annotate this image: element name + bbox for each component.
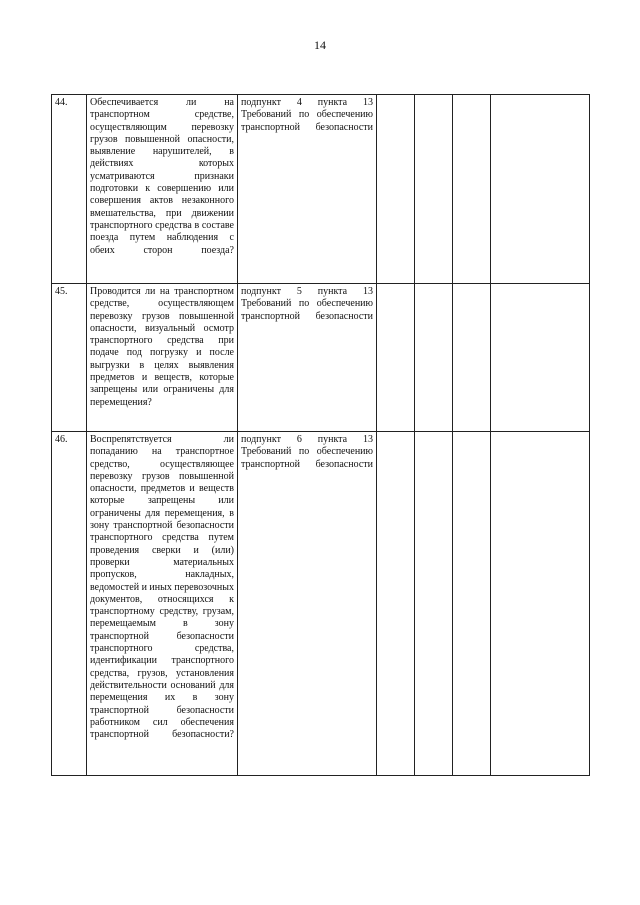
question-cell: Обеспечивается ли на транспортном средстве, осуществляющим перевозку грузов повышенной опасности, выявление нарушителей, в действиях которых усматриваются признаки подготовки к совершению или совершения актов незаконного вмешательства, при движении транспортного средства в составе поезда путем наблюдения с обеих сторон поезда? (87, 95, 238, 284)
table-row (52, 284, 590, 432)
question-cell: Проводится ли на транспортном средстве, осуществляющем перевозку грузов повышенной опасности, визуальный осмотр транспортного средства при подаче под погрузку и после выгрузки в целях выявления предметов и веществ, которые запрещены или ограничены для перемещения? (87, 284, 238, 432)
requirement-reference-cell: подпункт 4 пункта 13 Требований по обеспечению транспортной безопасности (238, 95, 377, 284)
requirement-reference-cell: подпункт 6 пункта 13 Требований по обеспечению транспортной безопасности (238, 432, 377, 776)
answer-cell (415, 284, 453, 432)
table-row (52, 432, 590, 776)
answer-cell (453, 95, 491, 284)
row-number: 45. (52, 284, 87, 432)
answer-cell (377, 95, 415, 284)
requirement-reference-cell: подпункт 5 пункта 13 Требований по обеспечению транспортной безопасности (238, 284, 377, 432)
answer-cell (491, 432, 590, 776)
answer-cell (377, 284, 415, 432)
answer-cell (415, 432, 453, 776)
answer-cell (453, 284, 491, 432)
question-cell: Воспрепятствуется ли попаданию на транспортное средство, осуществляющее перевозку грузов повышенной опасности, предметов и веществ которые запрещены или ограничены для перемещения, в зону транспортной безопасности транспортного средства путем проведения сверки и (или) проверки материальных пропусков, накладных, ведомостей и иных перевозочных документов, относящихся к транспортному средству, грузам, перемещаемым в зону транспортной безопасности транспортного средства, идентификации транспортного средства, грузов, установления действительности оснований для перемещения их в зону транспортной безопасности работником сил обеспечения транспортной безопасности? (87, 432, 238, 776)
answer-cell (491, 95, 590, 284)
answer-cell (491, 284, 590, 432)
page-number: 14 (314, 38, 326, 52)
table-row (52, 95, 590, 284)
row-number: 44. (52, 95, 87, 284)
row-number: 46. (52, 432, 87, 776)
answer-cell (415, 95, 453, 284)
answer-cell (453, 432, 491, 776)
checklist-table (51, 94, 590, 776)
answer-cell (377, 432, 415, 776)
